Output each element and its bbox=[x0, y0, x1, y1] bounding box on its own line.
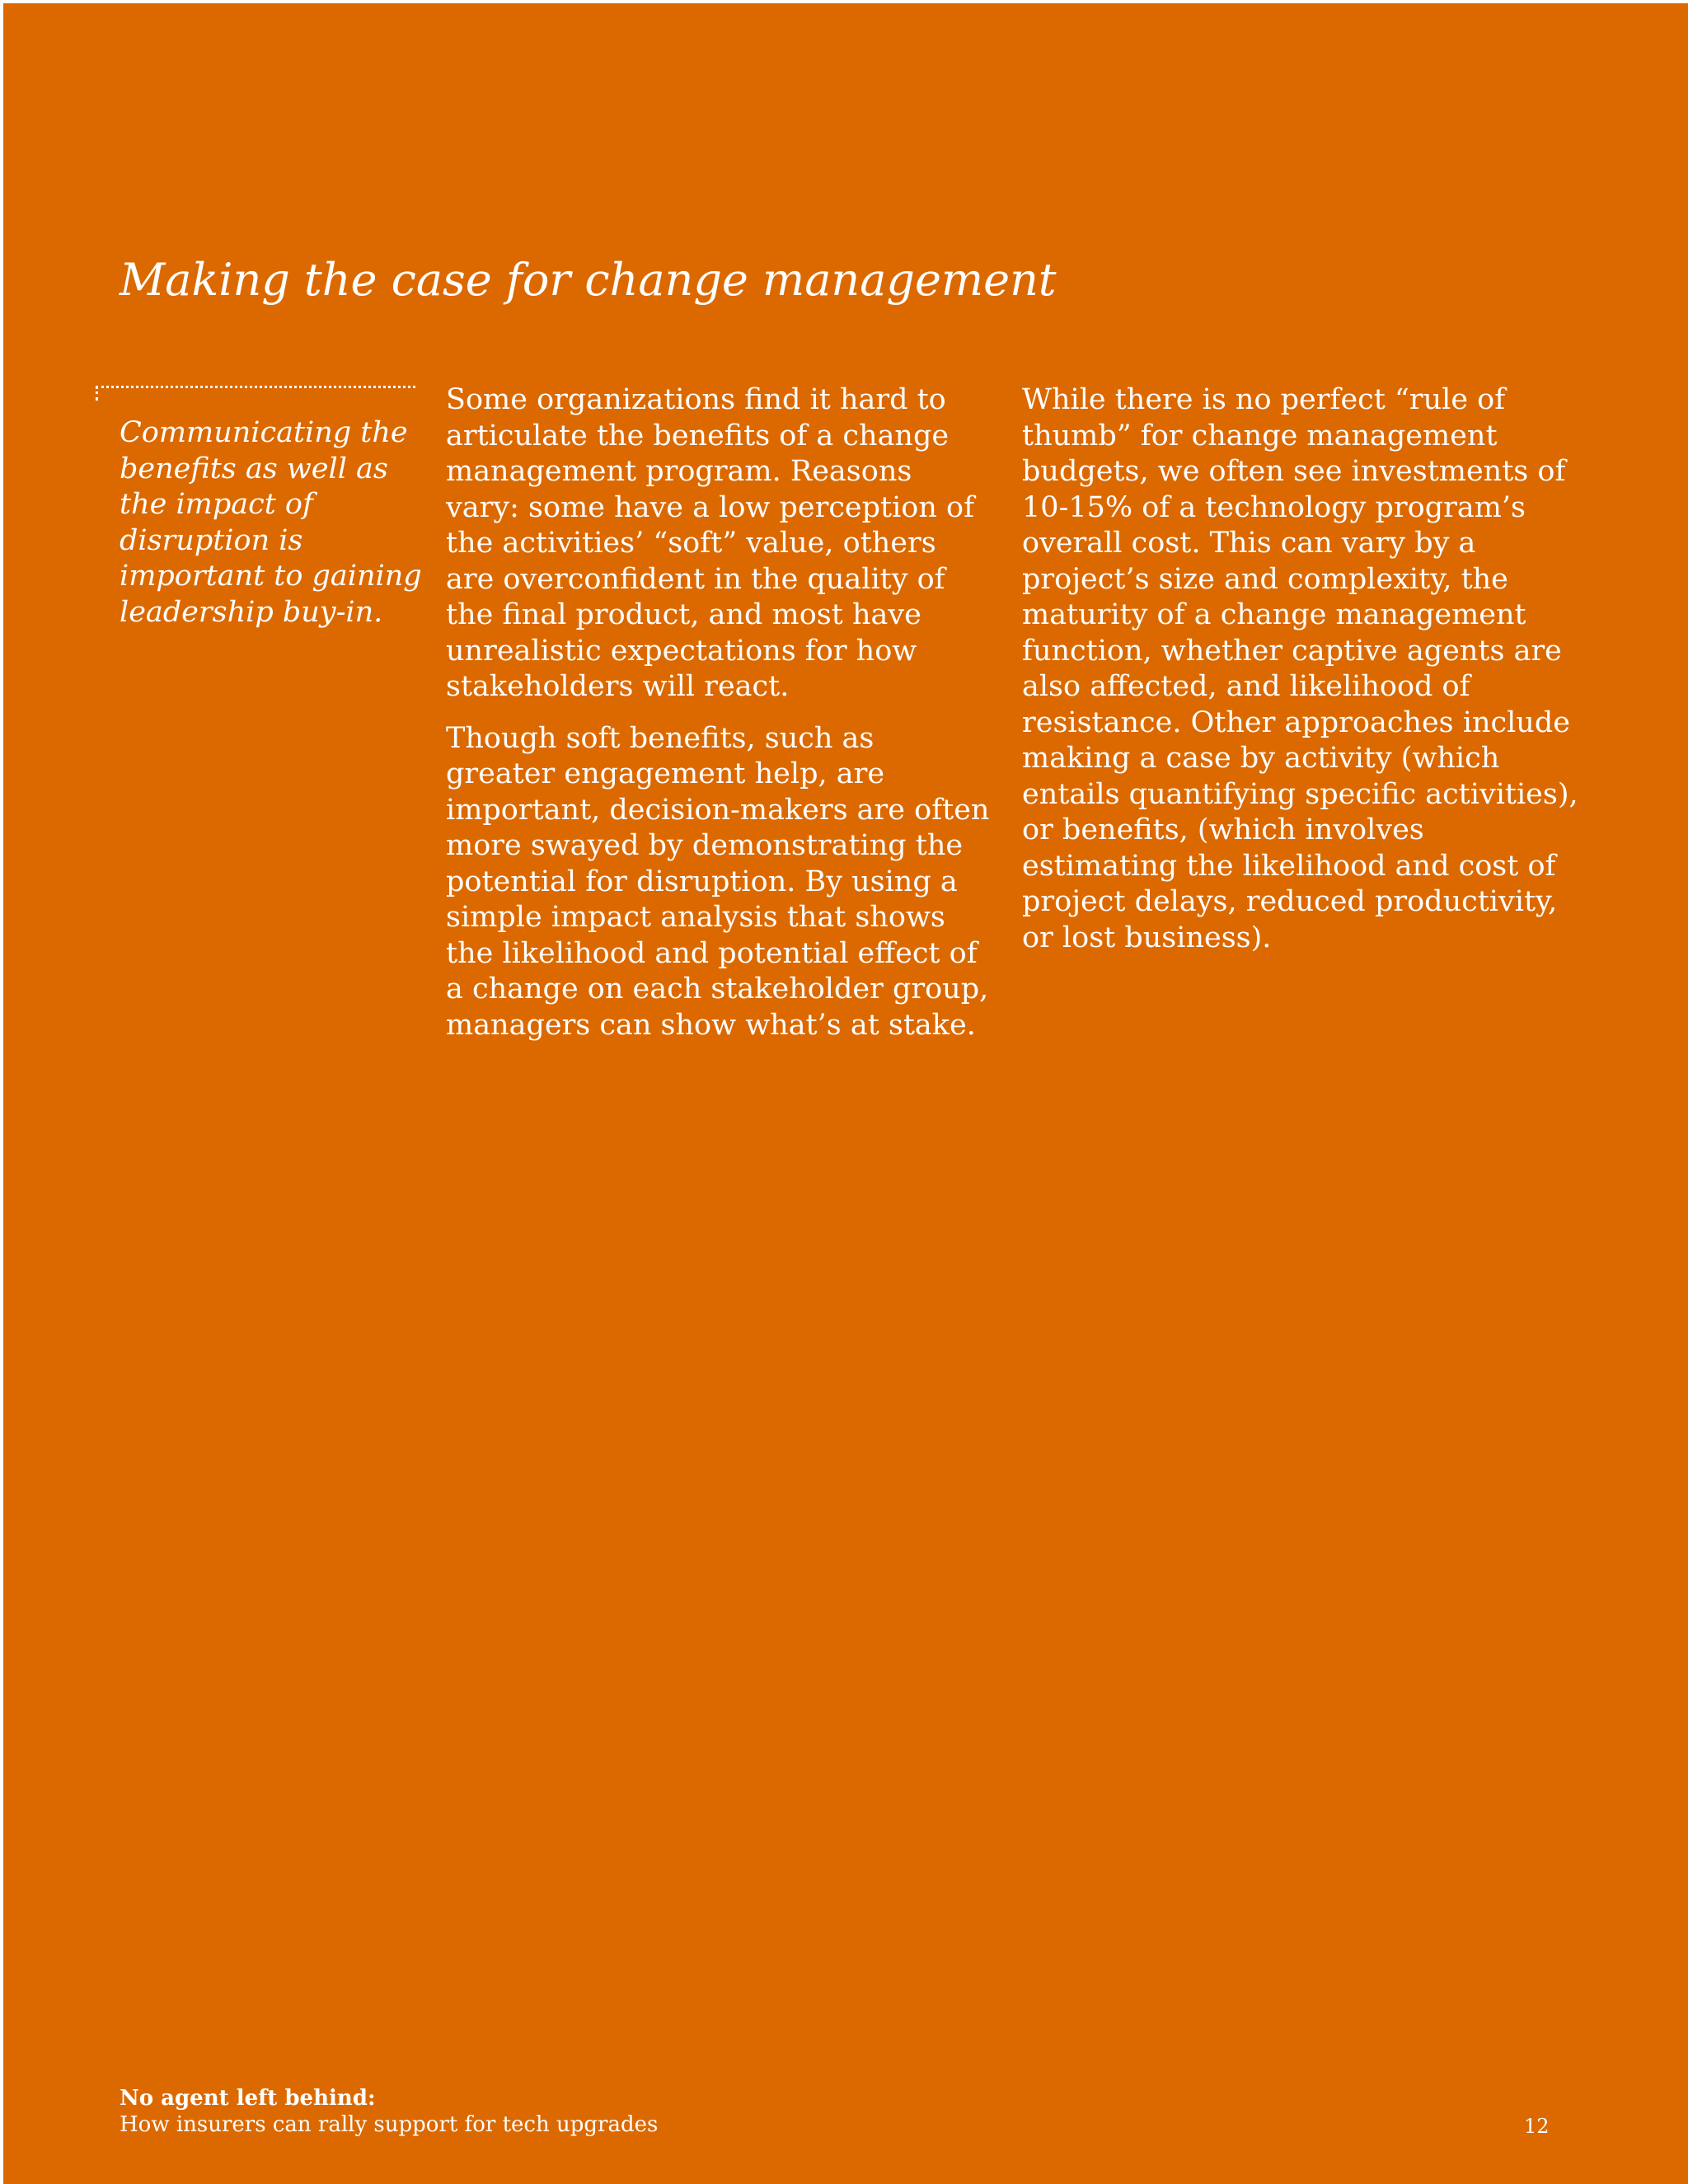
pullquote: Communicating the benefits as well as the impact of disruption is important to gaining leadership buy-in. bbox=[120, 416, 422, 629]
body-paragraph: While there is no perfect “rule of thumb” for change management budgets, we often see investments of 10-15% of a technology program’s overall cost. This can vary by a project’s size and complexity, the maturity of a change management function, whether captive agents are also affected, and likelihood of resistance. Other approaches include making a case by activity (which entails quantifying specific activities), or benefits, (which involves estimating the likelihood and cost of project delays, reduced productivity, or lost business). bbox=[1022, 383, 1578, 954]
document-page bbox=[3, 3, 1688, 2184]
pullquote-border bbox=[96, 386, 415, 401]
footer-subtitle: How insurers can rally support for tech upgrades bbox=[120, 2112, 659, 2137]
body-column-middle bbox=[446, 382, 990, 1059]
footer-title: No agent left behind: bbox=[120, 2086, 376, 2111]
body-paragraph: Some organizations find it hard to articulate the benefits of a change management program. Reasons vary: some have a low perception of the activities’ “soft” value, others are overconfident in the quality of the final product, and most have unrealistic expectations for how stakeholders will react. bbox=[446, 383, 975, 703]
body-paragraph: Though soft benefits, such as greater engagement help, are important, decision-makers are often more swayed by demonstrating the potential for disruption. By using a simple impact analysis that shows the likelihood and potential effect of a change on each stakeholder group, managers can show what’s at stake. bbox=[446, 721, 990, 1042]
page-title: Making the case for change management bbox=[120, 254, 1057, 306]
body-column-right bbox=[1022, 382, 1582, 972]
page-number: 12 bbox=[1524, 2115, 1550, 2138]
